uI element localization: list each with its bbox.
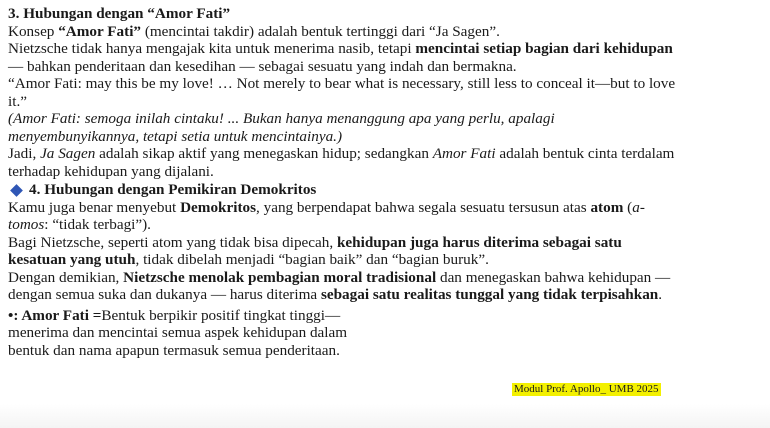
paragraph-line: terhadap kehidupan yang dijalani.: [8, 162, 214, 180]
note-line: •: Amor Fati =Bentuk berpikir positif tingkat tinggi—: [8, 306, 341, 324]
section-3-heading: 3. Hubungan dengan “Amor Fati”: [8, 5, 231, 22]
paragraph-line: dengan semua suka dan dukanya — harus diterima sebagai satu realitas tunggal yang tidak terpisahkan.: [8, 286, 663, 303]
quote-line: “Amor Fati: may this be my love! … Not merely to bear what is necessary, still less to conceal it—but to love: [8, 75, 676, 92]
paragraph-line: kesatuan yang utuh, tidak dibelah menjadi “bagian baik” dan “bagian buruk”.: [8, 251, 489, 268]
paragraph-line: Kamu juga benar menyebut Demokritos, yang berpendapat bahwa segala sesuatu tersusun atas atom (a-: [8, 198, 645, 216]
bottom-shadow: [0, 404, 770, 428]
diamond-bullet-icon: [10, 184, 23, 197]
footer-label: Modul Prof. Apollo_ UMB 2025: [514, 383, 659, 395]
paragraph-line: Konsep “Amor Fati” (mencintai takdir) adalah bentuk tertinggi dari “Ja Sagen”.: [8, 22, 500, 40]
note-line: menerima dan mencintai semua aspek kehidupan dalam: [8, 324, 348, 341]
paragraph-line: Nietzsche tidak hanya mengajak kita untuk menerima nasib, tetapi mencintai setiap bagian dari kehidupan: [8, 40, 673, 57]
note-line: bentuk dan nama apapun termasuk semua penderitaan.: [8, 341, 340, 359]
quote-line: it.”: [8, 92, 27, 110]
paragraph-line: — bahkan penderitaan dan kesedihan — sebagai sesuatu yang indah dan bermakna.: [8, 57, 517, 75]
translation-line: menyembunyikannya, tetapi setia untuk mencintainya.): [8, 127, 343, 145]
paragraph-line: tomos: “tidak terbagi”).: [8, 216, 151, 233]
paragraph-line: Bagi Nietzsche, seperti atom yang tidak bisa dipecah, kehidupan juga harus diterima sebagai satu: [8, 233, 622, 251]
section-4-heading: 4. Hubungan dengan Pemikiran Demokritos: [8, 181, 760, 199]
paragraph-line: Dengan demikian, Nietzsche menolak pembagian moral tradisional dan menegaskan bahwa kehidupan —: [8, 268, 671, 286]
translation-line: (Amor Fati: semoga inilah cintaku! ... Bukan hanya menanggung apa yang perlu, apalagi: [8, 110, 555, 127]
paragraph-line: Jadi, Ja Sagen adalah sikap aktif yang menegaskan hidup; sedangkan Amor Fati adalah bentuk cinta terdalam: [8, 145, 675, 162]
